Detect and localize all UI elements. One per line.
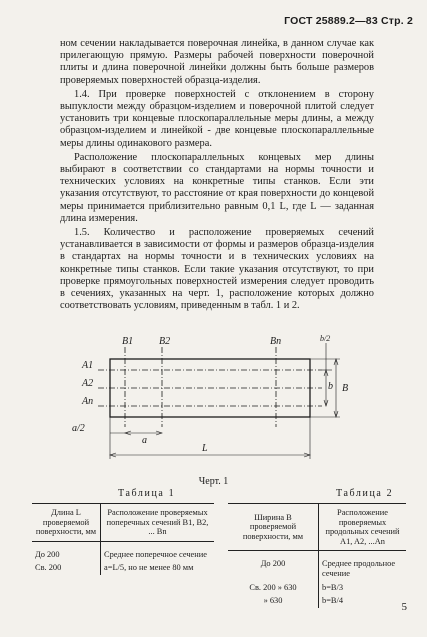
paragraph-1-5: 1.5. Количество и расположение проверяемых сечений устанавливается в зависимости от формы и размеров образца-изделия в стандартах на нормы точности и в технических условиях на конкретные типы станков. Если такие указания отсутствуют, то при проверке прямоугольных поверхностей измерения следует проводить в сечениях, указанных на черт. 1, расположение которых должно соответствовать условиям, приведенным в табл. 1 и 2. (60, 227, 374, 312)
label-width: B (342, 383, 349, 394)
table-2-cell: b=B/3 (319, 581, 407, 595)
table-2-header-width: Ширина B проверяемой поверхности, мм (228, 504, 319, 551)
paragraph-placement: Расположение плоскопараллельных концевых мер длины выбирают в соответствии со стандартами на нормы точности и технических условиях на конкретные типы станков. Если эти указания отсутствуют, то расстояние от края поверхности до концевой меры принимается приблизительно равным 0,1 L, где L — заданная длина измерения. (60, 151, 374, 224)
table-1-cell: До 200 (35, 549, 60, 559)
label-b1: B1 (122, 336, 134, 347)
table-2-header-placement: Расположение проверяемых продольных сечений A1, A2, ...An (319, 504, 407, 551)
table-1-cell: Среднее поперечное сечение (101, 541, 215, 561)
table-row (32, 541, 214, 561)
label-b: b (328, 381, 333, 392)
table-1-header-length: Длина L проверяемой поверхности, мм (32, 504, 101, 542)
label-an: An (82, 396, 94, 407)
table-2-cell: » 630 (263, 596, 283, 606)
figure-1-diagram (70, 335, 360, 473)
table-2 (228, 503, 406, 608)
paragraph-continuation: ном сечении накладывается поверочная линейка, в данном случае как прилегающую прямую. Размеры рабочей поверхности поверочной плиты и длина поверочной линейки должны быть больше размеров проверяемых поверхностей образца-изделия. (60, 38, 374, 86)
table-1-cell: a=L/5, но не менее 80 мм (101, 561, 215, 575)
table-2-cell: b=B/4 (319, 594, 407, 608)
label-l: L (202, 443, 208, 454)
table-1-title: Таблица 1 (118, 488, 176, 499)
table-1 (32, 503, 214, 575)
label-a: a (142, 435, 147, 446)
page-header: ГОСТ 25889.2—83 Стр. 2 (284, 15, 413, 27)
paragraph-1-4: 1.4. При проверке поверхностей с отклонением в сторону выпуклости между образцом-изделием и поверочной плитой следует установить три концевые плоскопараллельные меры длины, а между образцом-изделием и линейкой - две концевые плоскопараллельные меры длины одинакового размера. (60, 88, 374, 149)
figure-caption: Черт. 1 (198, 476, 229, 487)
label-a2: A2 (82, 378, 94, 389)
table-2-title: Таблица 2 (336, 488, 394, 499)
table-row (32, 561, 214, 575)
page-number: 5 (401, 601, 407, 613)
label-b2: B2 (159, 336, 171, 347)
label-bn: Bn (270, 336, 282, 347)
table-row (228, 581, 406, 595)
label-a-half: a/2 (72, 423, 85, 434)
table-2-cell: Св. 200 » 630 (249, 582, 297, 592)
table-1-cell: Св. 200 (35, 563, 62, 573)
label-b-half: b/2 (320, 335, 331, 343)
table-2-cell: Среднее продольное сечение (319, 551, 407, 581)
table-2-cell: До 200 (260, 559, 286, 569)
label-a1: A1 (82, 360, 94, 371)
table-row (228, 551, 406, 581)
table-row (228, 594, 406, 608)
table-1-header-placement: Расположение проверяемых поперечных сечений B1, B2, ... Bn (101, 504, 215, 542)
body-text (60, 38, 374, 314)
